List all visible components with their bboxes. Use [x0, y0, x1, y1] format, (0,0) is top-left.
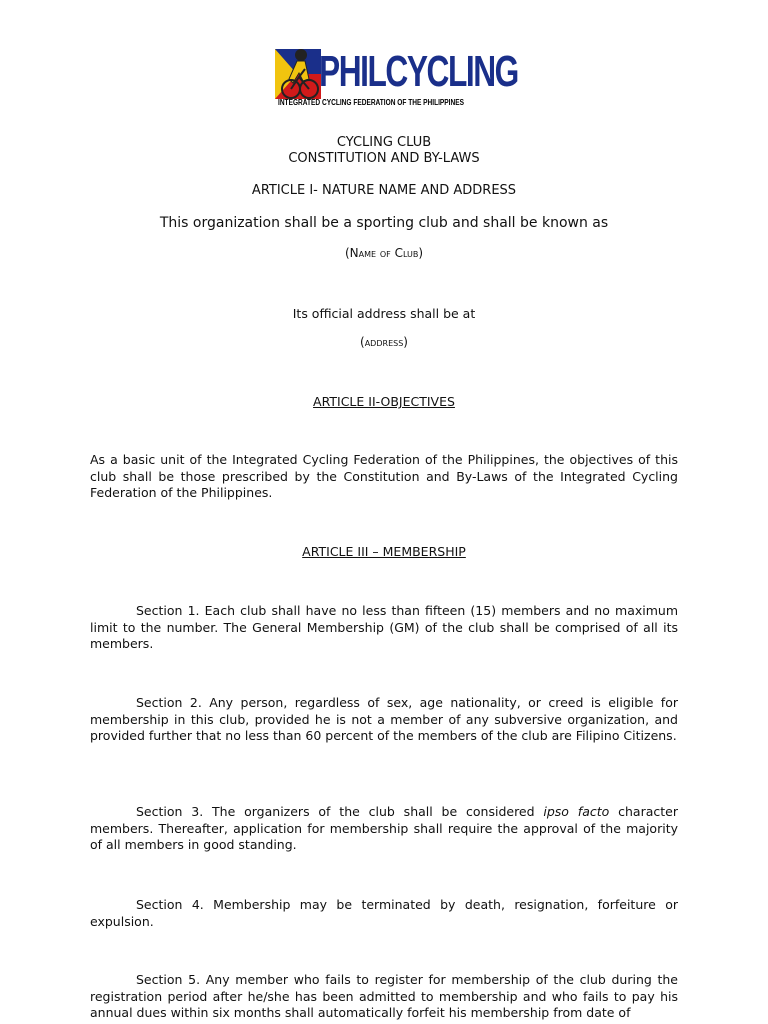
section5-text: Section 5. Any member who fails to register for membership of the club during the registration period after he/she has been admitted to membership and who fails to pay his annual dues within six months shall automatically forfeit his membership from date of: [90, 972, 678, 1020]
address-statement: Its official address shall be at: [292, 306, 476, 321]
article2-heading: ARTICLE II-OBJECTIVES: [313, 394, 455, 409]
section3-text: [90, 804, 678, 854]
article1-statement: This organization shall be a sporting club and shall be known as: [159, 215, 609, 231]
philcycling-logo: [275, 45, 518, 109]
section3-italic-term: ipso facto: [543, 804, 610, 819]
doc-title-line2: CONSTITUTION AND BY-LAWS: [288, 151, 480, 166]
section2-text: Section 2. Any person, regardless of sex, age nationality, or creed is eligible for membership in this club, provided he is not a member of any subversive organization, and provided further that no less than 60 percent of the members of the club are Filipino Citizens.: [90, 695, 678, 743]
section3-text-start: Section 3. The organizers of the club shall be considered: [136, 804, 544, 819]
article1-heading: ARTICLE I- NATURE NAME AND ADDRESS: [251, 183, 517, 198]
cyclist-icon: [279, 43, 319, 103]
section1-text: Section 1. Each club shall have no less than fifteen (15) members and no maximum limit to the number. The General Membership (GM) of the club shall be comprised of all its members.: [90, 603, 678, 651]
logo-brand-text: PHILCYCLING: [319, 47, 518, 96]
club-name-placeholder: (Name of Club): [344, 246, 424, 260]
article2-text: As a basic unit of the Integrated Cycling Federation of the Philippines, the objectives of this club shall be those prescribed by the Constitution and By-Laws of the Integrated Cycling Federation of the Philippines.: [90, 452, 678, 500]
article3-heading: ARTICLE III – MEMBERSHIP: [302, 544, 466, 559]
section4-text: Section 4. Membership may be terminated by death, resignation, forfeiture or expulsion.: [90, 897, 678, 929]
logo-tagline: INTEGRATED CYCLING FEDERATION OF THE PHILIPPINES: [278, 98, 464, 107]
section3-text-end: character members. Thereafter, application for membership shall require the approval of the majority of all members in good standing.: [90, 804, 678, 852]
address-placeholder: (address): [360, 335, 408, 349]
doc-title-line1: CYCLING CLUB: [336, 135, 432, 150]
